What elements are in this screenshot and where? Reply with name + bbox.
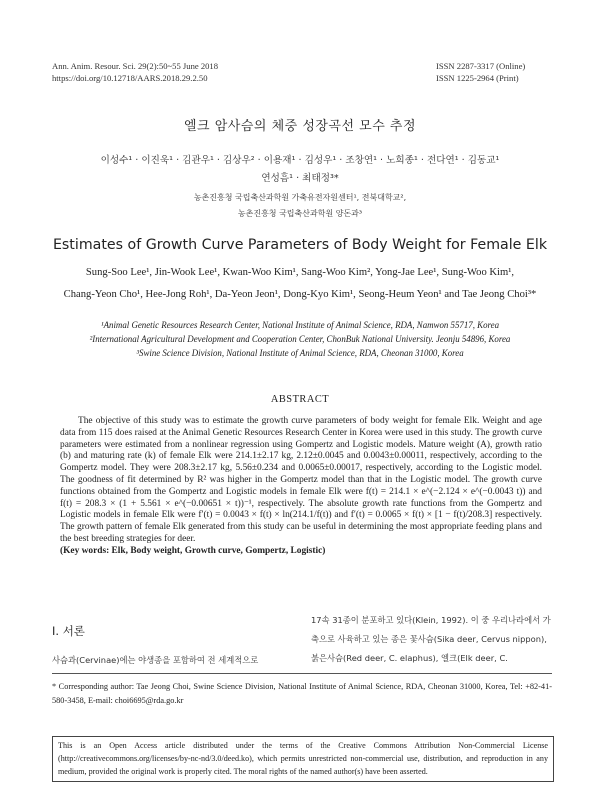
author-line-1: Sung-Soo Lee¹, Jin-Wook Lee¹, Kwan-Woo Kim¹, Sang-Woo Kim², Yong-Jae Lee¹, Sung-Woo Kim¹, xyxy=(85,267,515,278)
affiliation-2: ²International Agricultural Development and Cooperation Center, ChonBuk National University. Jeonju 54896, Korea xyxy=(89,334,511,344)
korean-authors: 이성수¹ · 이진욱¹ · 김관우¹ · 김상우² · 이용재¹ · 김성우¹ · 조창연¹ · 노희종¹ · 전다연¹ · 김동교¹ xyxy=(100,155,500,166)
korean-authors-cont: 연성흠¹ · 최태정³* xyxy=(261,173,339,184)
paper-title: Estimates of Growth Curve Parameters of Body Weight for Female Elk xyxy=(52,237,548,253)
korean-title: 엘크 암사슴의 체중 성장곡선 모수 추정 xyxy=(183,119,417,134)
abstract-heading: ABSTRACT xyxy=(270,394,330,405)
corresponding-author-note: * Corresponding author: Tae Jeong Choi, Swine Science Division, National Institute of Animal Science, RDA, Cheonan 31000, Korea, Tel: +82-41-580-3458, E-mail: choi6695@rda.go.kr xyxy=(52,682,552,705)
keywords: (Key words: Elk, Body weight, Growth curve, Gompertz, Logistic) xyxy=(60,545,326,556)
abstract-paragraph: The objective of this study was to estimate the growth curve parameters of body weight for female Elk. Weight and age data from 115 does raised at the Animal Genetic Resources Research Center in Korea were used in this study. The growth curve parameters were estimated from a nonlinear regression using Gompertz and Logistic models. Mature weight (A), growth ratio (b) and maturing rate (k) of female Elk were 214.1±2.17 kg, 2.12±0.0045 and 0.0043±0.00011, respectively, according to the Gompertz model. They were 208.3±2.17 kg, 5.56±0.234 and 0.0065±0.00017, respectively, according to the Logistic model. The goodness of fit determined by R² was higher in the Gompertz model than that in the Logistic model. The growth curve functions obtained from the Gompertz and Logistic models in female Elk were f(t) = 214.1 × e^(−2.124 × e^(−0.0043 t)) and f(t) = 208.3 × (1 + 5.561 × e^(−0.00651 × t))⁻¹, respectively. The absolute growth rate functions from the Gompertz and Logistic models in female Elk were f′(t) = 0.0043 × f(t) × ln(214.1/f(t)) and f′(t) = 0.0065 × f(t) × [1 − f(t)/208.3] respectively. The growth pattern of female Elk generated from this study can be useful in determining the most appropriate feeding plans and the best breeding strategies for deer. xyxy=(60,416,542,544)
body-left-column: 사슴과(Cervinae)에는 야생종을 포함하여 전 세계적으로 xyxy=(52,655,259,665)
body-right-column: 17속 31종이 분포하고 있다(Klein, 1992). 이 중 우리나라에서 가축으로 사육하고 있는 종은 꽃사슴(Sika deer, Cervus nippon), 붉은사슴(Red deer, C. elaphus), 엘크(Elk deer, C. xyxy=(311,615,551,663)
author-list xyxy=(40,262,560,306)
issn-online: ISSN 2287-3317 (Online) xyxy=(436,61,526,71)
affiliation-3: ³Swine Science Division, National Institute of Animal Science, RDA, Cheonan 31000, Korea xyxy=(136,348,464,358)
section-heading: Ⅰ. 서론 xyxy=(52,624,85,638)
affiliation-1: ¹Animal Genetic Resources Research Center, National Institute of Animal Science, RDA, Namwon 55717, Korea xyxy=(100,320,500,330)
journal-citation: Ann. Anim. Resour. Sci. 29(2):50~55 June 2018 xyxy=(52,61,219,71)
doi-link[interactable]: https://doi.org/10.12718/AARS.2018.29.2.50 xyxy=(52,73,208,83)
korean-affiliation-1: 농촌진흥청 국립축산과학원 가축유전자원센터¹, 전북대학교², xyxy=(193,193,407,202)
footnote-divider xyxy=(52,673,552,674)
license-box: This is an Open Access article distributed under the terms of the Creative Commons Attribution Non-Commercial License (http://creativecommons.org/licenses/by-nc-nd/3.0/deed.ko), which permits unrestricted non-commercial use, distribution, and reproduction in any medium, provided the original work is properly cited. The moral rights of the named author(s) have been asserted. xyxy=(52,736,554,782)
issn-print: ISSN 1225-2964 (Print) xyxy=(436,73,519,83)
korean-affiliation-2: 농촌진흥청 국립축산과학원 양돈과³ xyxy=(237,209,363,218)
author-line-2: Chang-Yeon Cho¹, Hee-Jong Roh¹, Da-Yeon Jeon¹, Dong-Kyo Kim¹, Seong-Heum Yeon¹ and Tae Jeong Choi³* xyxy=(63,289,537,300)
abstract-body xyxy=(60,416,542,558)
